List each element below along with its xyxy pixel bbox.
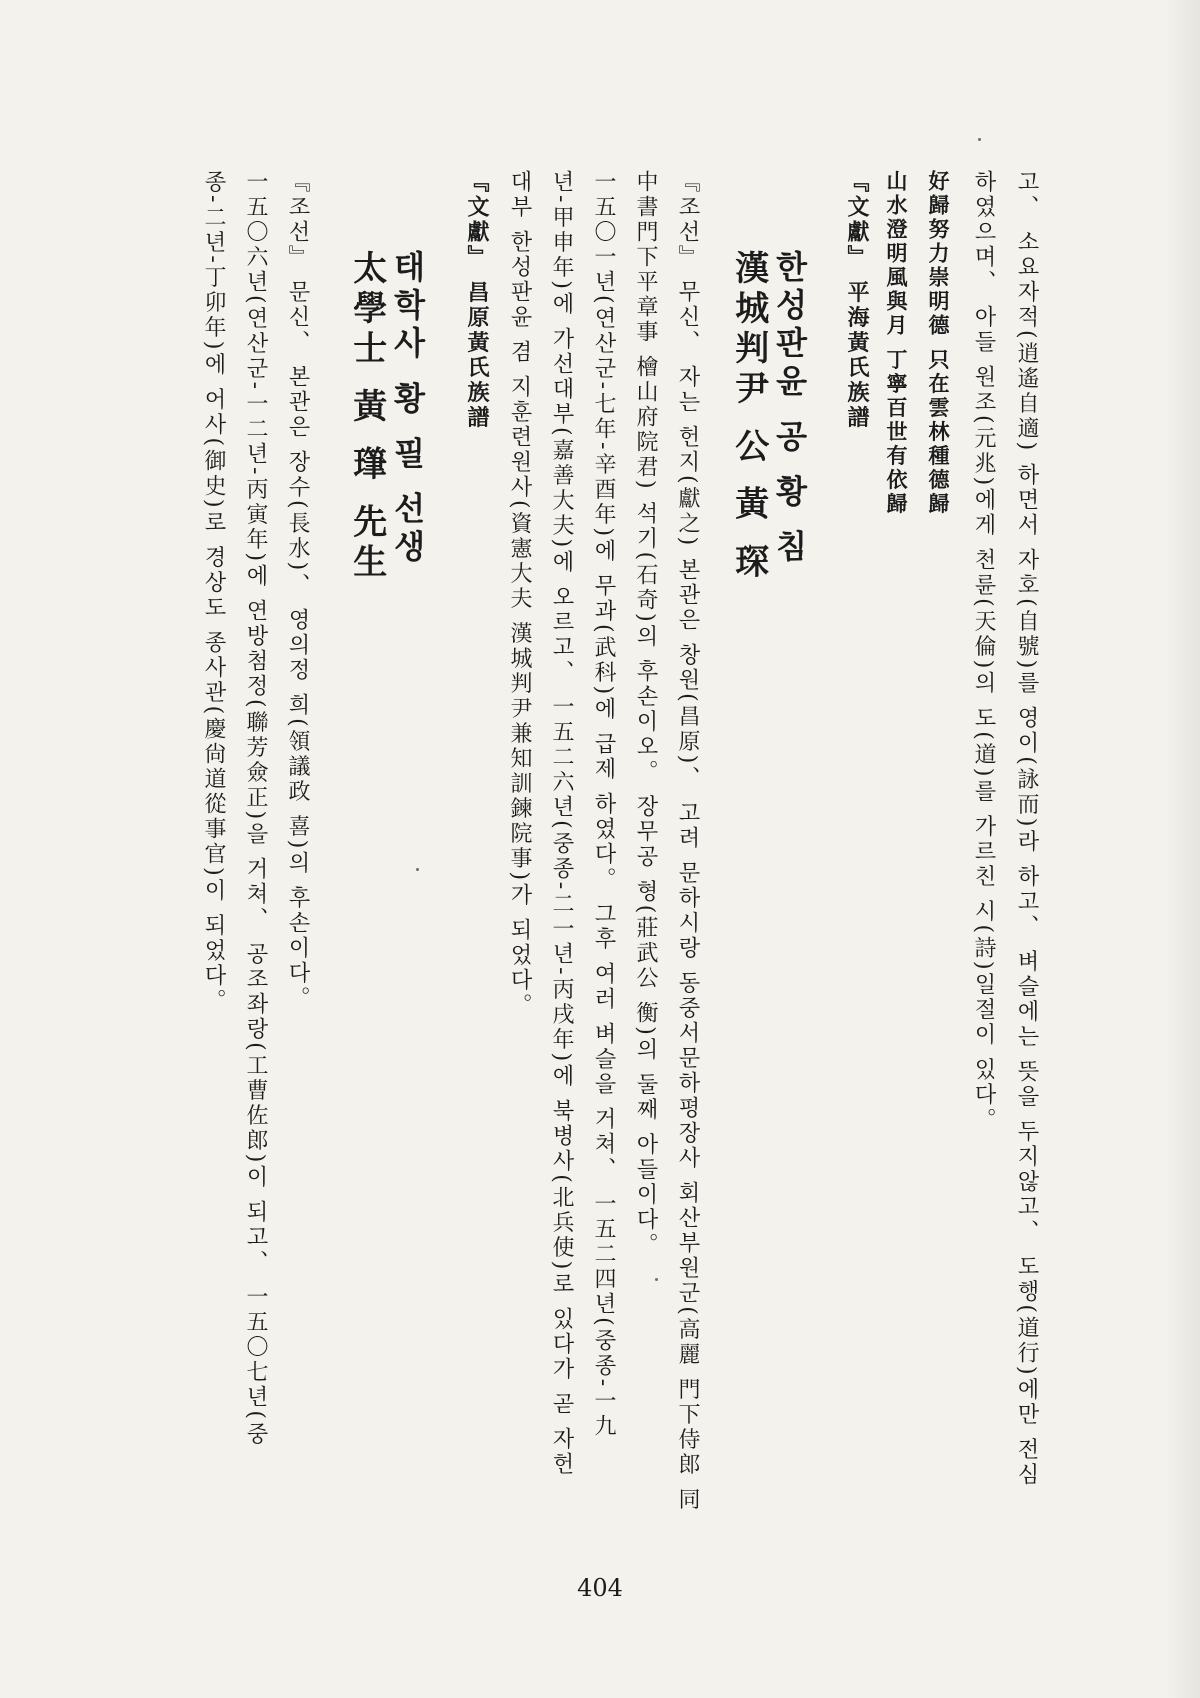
source-citation-2: 『文獻』 昌原黃氏族譜 (464, 170, 490, 431)
text-column-8: 『조선』 문신、 본관은 장수(長水)、 영의정 희(領議政 喜)의 후손이다。 (285, 170, 310, 1012)
page-edge-shadow (1166, 0, 1200, 1698)
text-column-6: 년-甲申年)에 가선대부(嘉善大夫)에 오르고、 一五二六년(중종-二一년-丙戌年)에 북병사(北兵使)로 있다가 곧 자헌 (549, 170, 574, 1478)
heading-hwang-chim-reading: 한성판윤 공 황 침 (770, 250, 809, 568)
text-column-10: 종-二년-丁卯年)에 어사(御史)로 경상도 종사관(慶尙道從事官)이 되었다。 (201, 170, 226, 1014)
text-column-4: 中書門下平章事 檜山府院君) 석기(石奇)의 후손이오。 장무공 형(莊武公 衡)의 둘째 아들이다。 (633, 170, 658, 1258)
speck (655, 1278, 658, 1281)
text-column-5: 一五〇一년(연산군-七年-辛酉年)에 무과(武科)에 급제 하였다。 그후 여러 벼슬을 거쳐、 一五二四년(중종-一九 (591, 170, 616, 1440)
poem-line-2: 山水澄明風與月 丁寧百世有依歸 (884, 170, 909, 517)
speck (978, 138, 981, 141)
heading-hwang-chim-hanja: 漢城判尹 公 黃 琛 (728, 250, 769, 584)
page-number: 404 (577, 1574, 623, 1602)
text-column-1: 고、 소요자적(逍遙自適) 하면서 자호(自號)를 영이(詠而)라 하고、 벼슬에는 뜻을 두지않고、 도행(道行)에만 전심 (1014, 170, 1039, 1488)
speck (416, 868, 419, 871)
source-citation-1: 『文獻』 平海黃氏族譜 (844, 170, 870, 431)
text-column-7: 대부 한성판윤 겸 지훈련원사(資憲大夫 漢城判尹兼知訓鍊院事)가 되었다。 (507, 170, 532, 1019)
heading-hwang-pil-hanja: 太學士 黃 㻶 先生 (346, 250, 387, 584)
text-column-3: 『조선』 무신、 자는 헌지(獻之) 본관은 창원(昌原)、 고려 문하시랑 동중서문하평장사 회산부원군(高麗 門下侍郎 同 (675, 170, 700, 1513)
text-column-2: 하였으며、 아들 원조(元兆)에게 천륜(天倫)의 도(道)를 가르친 시(詩)일절이 있다。 (971, 170, 996, 1133)
text-column-9: 一五〇六년(연산군-一二년-丙寅年)에 연방첨정(聯芳僉正)을 거쳐、 공조좌랑(工曹佐郎)이 되고、 一五〇七년(중 (243, 170, 268, 1447)
poem-line-1: 好歸努力崇明德 只在雲林種德歸 (926, 170, 951, 517)
heading-hwang-pil-reading: 태학사 황 필 선생 (388, 250, 427, 568)
